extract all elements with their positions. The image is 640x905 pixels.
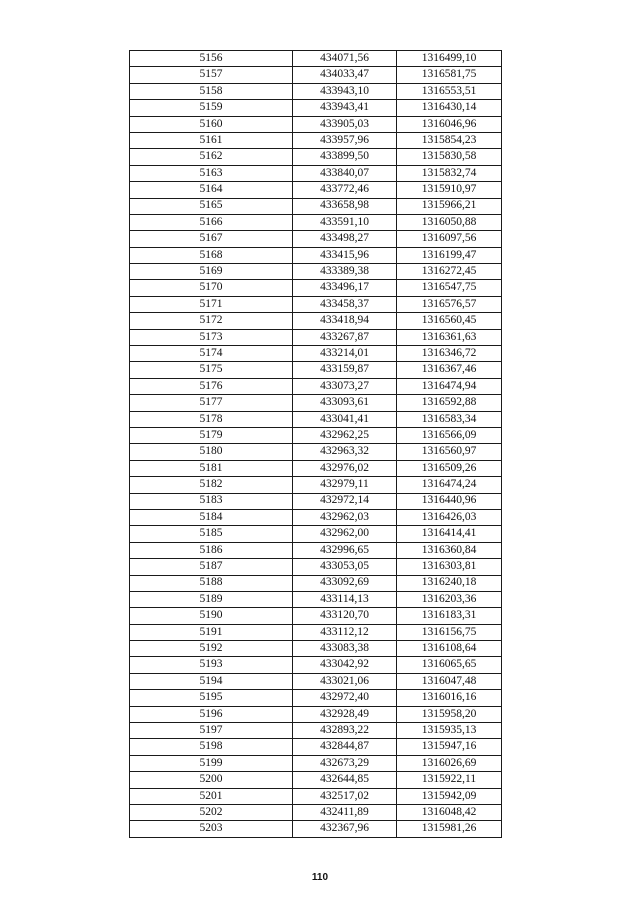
point-number-cell: 5167 [130,231,293,247]
y-coordinate-cell: 1316499,10 [397,51,502,67]
y-coordinate-cell: 1316430,14 [397,100,502,116]
point-number-cell: 5201 [130,788,293,804]
y-coordinate-cell: 1316047,48 [397,673,502,689]
x-coordinate-cell: 433943,41 [293,100,397,116]
y-coordinate-cell: 1316240,18 [397,575,502,591]
table-row [130,427,502,443]
y-coordinate-cell: 1316509,26 [397,460,502,476]
point-number-cell: 5193 [130,657,293,673]
point-number-cell: 5190 [130,608,293,624]
point-number-cell: 5162 [130,149,293,165]
point-number-cell: 5189 [130,591,293,607]
table-row [130,83,502,99]
table-row [130,313,502,329]
y-coordinate-cell: 1316553,51 [397,83,502,99]
x-coordinate-cell: 432928,49 [293,706,397,722]
y-coordinate-cell: 1316576,57 [397,296,502,312]
x-coordinate-cell: 433415,96 [293,247,397,263]
x-coordinate-cell: 432962,25 [293,427,397,443]
x-coordinate-cell: 433214,01 [293,346,397,362]
x-coordinate-cell: 432962,03 [293,509,397,525]
table-row [130,182,502,198]
point-number-cell: 5174 [130,346,293,362]
table-row [130,346,502,362]
table-row [130,526,502,542]
table-row [130,247,502,263]
y-coordinate-cell: 1316426,03 [397,509,502,525]
table-row [130,772,502,788]
x-coordinate-cell: 433899,50 [293,149,397,165]
x-coordinate-cell: 432367,96 [293,821,397,837]
table-row [130,788,502,804]
table-row [130,460,502,476]
point-number-cell: 5181 [130,460,293,476]
x-coordinate-cell: 433114,13 [293,591,397,607]
point-number-cell: 5175 [130,362,293,378]
y-coordinate-cell: 1315830,58 [397,149,502,165]
point-number-cell: 5176 [130,378,293,394]
table-row [130,673,502,689]
x-coordinate-cell: 433591,10 [293,214,397,230]
y-coordinate-cell: 1316592,88 [397,395,502,411]
table-row [130,821,502,837]
x-coordinate-cell: 432996,65 [293,542,397,558]
point-number-cell: 5200 [130,772,293,788]
point-number-cell: 5185 [130,526,293,542]
point-number-cell: 5199 [130,755,293,771]
y-coordinate-cell: 1315981,26 [397,821,502,837]
table-row [130,755,502,771]
x-coordinate-cell: 432963,32 [293,444,397,460]
y-coordinate-cell: 1316016,16 [397,690,502,706]
table-row [130,509,502,525]
x-coordinate-cell: 434033,47 [293,67,397,83]
point-number-cell: 5158 [130,83,293,99]
point-number-cell: 5172 [130,313,293,329]
point-number-cell: 5173 [130,329,293,345]
x-coordinate-cell: 433418,94 [293,313,397,329]
x-coordinate-cell: 432972,40 [293,690,397,706]
table-row [130,411,502,427]
x-coordinate-cell: 433267,87 [293,329,397,345]
table-row [130,149,502,165]
y-coordinate-cell: 1316046,96 [397,116,502,132]
table-row [130,493,502,509]
table-row [130,477,502,493]
y-coordinate-cell: 1316414,41 [397,526,502,542]
x-coordinate-cell: 433389,38 [293,264,397,280]
y-coordinate-cell: 1316183,31 [397,608,502,624]
y-coordinate-cell: 1316583,34 [397,411,502,427]
y-coordinate-cell: 1316547,75 [397,280,502,296]
x-coordinate-cell: 432976,02 [293,460,397,476]
x-coordinate-cell: 433053,05 [293,559,397,575]
y-coordinate-cell: 1316560,97 [397,444,502,460]
y-coordinate-cell: 1316566,09 [397,427,502,443]
point-number-cell: 5202 [130,804,293,820]
coordinates-table [129,50,502,838]
y-coordinate-cell: 1316097,56 [397,231,502,247]
table-row [130,378,502,394]
table-row [130,231,502,247]
y-coordinate-cell: 1316026,69 [397,755,502,771]
y-coordinate-cell: 1316581,75 [397,67,502,83]
y-coordinate-cell: 1315966,21 [397,198,502,214]
y-coordinate-cell: 1316156,75 [397,624,502,640]
x-coordinate-cell: 433159,87 [293,362,397,378]
y-coordinate-cell: 1315854,23 [397,132,502,148]
x-coordinate-cell: 433458,37 [293,296,397,312]
table-row [130,116,502,132]
point-number-cell: 5183 [130,493,293,509]
x-coordinate-cell: 433772,46 [293,182,397,198]
table-row [130,132,502,148]
x-coordinate-cell: 433093,61 [293,395,397,411]
y-coordinate-cell: 1316360,84 [397,542,502,558]
x-coordinate-cell: 432411,89 [293,804,397,820]
table-row [130,575,502,591]
point-number-cell: 5203 [130,821,293,837]
point-number-cell: 5194 [130,673,293,689]
point-number-cell: 5179 [130,427,293,443]
table-row [130,100,502,116]
y-coordinate-cell: 1315832,74 [397,165,502,181]
point-number-cell: 5197 [130,723,293,739]
point-number-cell: 5159 [130,100,293,116]
y-coordinate-cell: 1316108,64 [397,641,502,657]
y-coordinate-cell: 1316560,45 [397,313,502,329]
point-number-cell: 5178 [130,411,293,427]
y-coordinate-cell: 1315922,11 [397,772,502,788]
y-coordinate-cell: 1316474,24 [397,477,502,493]
point-number-cell: 5165 [130,198,293,214]
x-coordinate-cell: 432644,85 [293,772,397,788]
x-coordinate-cell: 432893,22 [293,723,397,739]
y-coordinate-cell: 1316474,94 [397,378,502,394]
x-coordinate-cell: 432972,14 [293,493,397,509]
point-number-cell: 5182 [130,477,293,493]
table-row [130,264,502,280]
point-number-cell: 5186 [130,542,293,558]
point-number-cell: 5169 [130,264,293,280]
point-number-cell: 5171 [130,296,293,312]
table-row [130,67,502,83]
y-coordinate-cell: 1315958,20 [397,706,502,722]
y-coordinate-cell: 1316303,81 [397,559,502,575]
x-coordinate-cell: 433943,10 [293,83,397,99]
table-row [130,165,502,181]
point-number-cell: 5196 [130,706,293,722]
point-number-cell: 5188 [130,575,293,591]
point-number-cell: 5161 [130,132,293,148]
x-coordinate-cell: 433120,70 [293,608,397,624]
y-coordinate-cell: 1316346,72 [397,346,502,362]
table-row [130,296,502,312]
y-coordinate-cell: 1316361,63 [397,329,502,345]
table-row [130,624,502,640]
y-coordinate-cell: 1316065,65 [397,657,502,673]
table-row [130,641,502,657]
y-coordinate-cell: 1316050,88 [397,214,502,230]
y-coordinate-cell: 1315935,13 [397,723,502,739]
table-row [130,362,502,378]
point-number-cell: 5164 [130,182,293,198]
point-number-cell: 5192 [130,641,293,657]
point-number-cell: 5180 [130,444,293,460]
y-coordinate-cell: 1315910,97 [397,182,502,198]
point-number-cell: 5198 [130,739,293,755]
y-coordinate-cell: 1316367,46 [397,362,502,378]
point-number-cell: 5191 [130,624,293,640]
point-number-cell: 5160 [130,116,293,132]
point-number-cell: 5168 [130,247,293,263]
table-row [130,542,502,558]
y-coordinate-cell: 1316440,96 [397,493,502,509]
table-row [130,591,502,607]
x-coordinate-cell: 433092,69 [293,575,397,591]
table-row [130,395,502,411]
y-coordinate-cell: 1316048,42 [397,804,502,820]
table-row [130,723,502,739]
x-coordinate-cell: 432673,29 [293,755,397,771]
table-row [130,608,502,624]
point-number-cell: 5166 [130,214,293,230]
x-coordinate-cell: 433498,27 [293,231,397,247]
x-coordinate-cell: 433073,27 [293,378,397,394]
x-coordinate-cell: 433840,07 [293,165,397,181]
table-row [130,804,502,820]
x-coordinate-cell: 433083,38 [293,641,397,657]
x-coordinate-cell: 434071,56 [293,51,397,67]
table-row [130,559,502,575]
point-number-cell: 5177 [130,395,293,411]
table-row [130,706,502,722]
x-coordinate-cell: 433041,41 [293,411,397,427]
table-row [130,51,502,67]
x-coordinate-cell: 432844,87 [293,739,397,755]
coordinates-table-body [130,51,502,838]
x-coordinate-cell: 433112,12 [293,624,397,640]
y-coordinate-cell: 1315947,16 [397,739,502,755]
x-coordinate-cell: 432979,11 [293,477,397,493]
table-row [130,444,502,460]
x-coordinate-cell: 432517,02 [293,788,397,804]
table-row [130,329,502,345]
x-coordinate-cell: 433042,92 [293,657,397,673]
point-number-cell: 5184 [130,509,293,525]
y-coordinate-cell: 1316203,36 [397,591,502,607]
table-row [130,739,502,755]
table-row [130,198,502,214]
point-number-cell: 5157 [130,67,293,83]
point-number-cell: 5163 [130,165,293,181]
y-coordinate-cell: 1316272,45 [397,264,502,280]
x-coordinate-cell: 433957,96 [293,132,397,148]
y-coordinate-cell: 1316199,47 [397,247,502,263]
table-row [130,657,502,673]
table-row [130,214,502,230]
x-coordinate-cell: 433658,98 [293,198,397,214]
point-number-cell: 5187 [130,559,293,575]
point-number-cell: 5156 [130,51,293,67]
x-coordinate-cell: 433496,17 [293,280,397,296]
x-coordinate-cell: 432962,00 [293,526,397,542]
x-coordinate-cell: 433905,03 [293,116,397,132]
x-coordinate-cell: 433021,06 [293,673,397,689]
table-row [130,690,502,706]
page-number: 110 [311,872,329,883]
table-row [130,280,502,296]
point-number-cell: 5195 [130,690,293,706]
point-number-cell: 5170 [130,280,293,296]
y-coordinate-cell: 1315942,09 [397,788,502,804]
